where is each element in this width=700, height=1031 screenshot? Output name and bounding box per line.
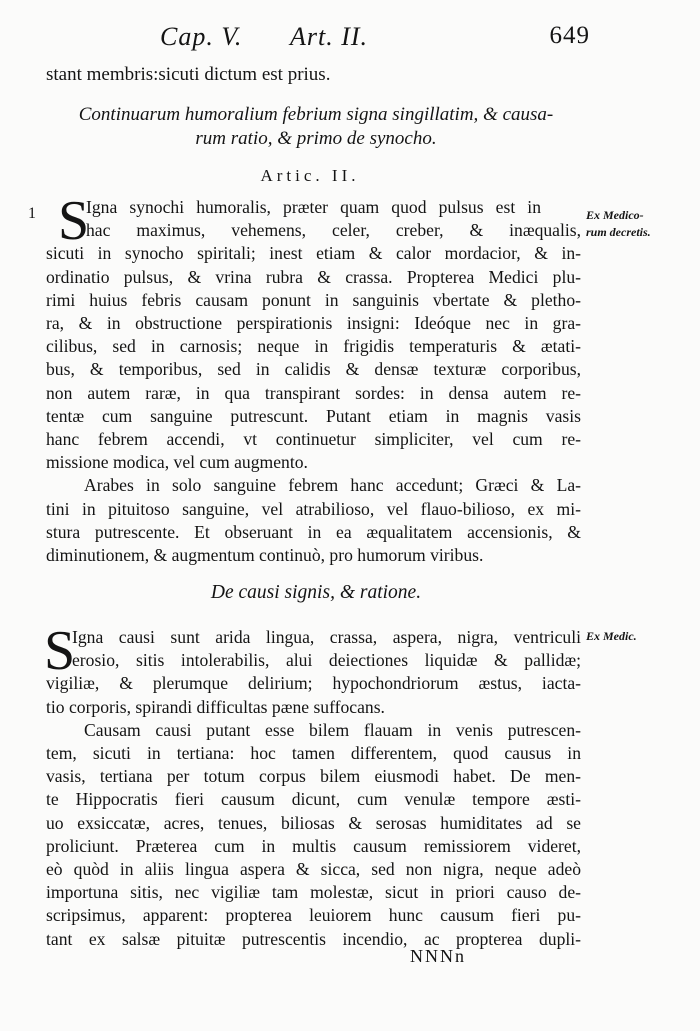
running-header	[160, 22, 590, 62]
text-line: uo exsiccatæ, acres, tenues, biliosas & serosas humiditates ad se	[46, 812, 581, 833]
text-line: bus, & temporibus, sed in calidis & densæ texturæ corporibus,	[46, 359, 581, 380]
paragraph-2	[44, 620, 581, 951]
subheading: De causi signis, & ratione.	[210, 582, 422, 603]
drop-cap: S	[58, 190, 90, 252]
signature-mark: NNNn	[410, 946, 466, 966]
chapter-label: Cap. V.	[160, 22, 243, 51]
paragraph-number: 1	[28, 205, 36, 222]
text-line: tini in pituitoso sanguine, vel atrabilioso, vel flauo-bilioso, ex mi-	[46, 498, 581, 519]
article-heading: Artic. II.	[260, 166, 360, 185]
text-line: sicuti in synocho spiritali; inest etiam & calor mordacior, & in-	[46, 243, 581, 264]
text-line: diminutionem, & augmentum continuò, pro humorum viribus.	[46, 545, 484, 566]
text-line: tentæ cum sanguine putrescunt. Putant etiam in magnis vasis	[46, 405, 581, 426]
paragraph-1	[46, 190, 581, 567]
marginal-note-line: Ex Medico-	[586, 208, 644, 222]
text-line: ra, & in obstructione perspirationis insigni: Ideóque nec in gra-	[46, 313, 581, 334]
text-line: hanc febrem accendi, vt continuetur simpliciter, vel cum re-	[46, 429, 581, 450]
section-title-line: rum ratio, & primo de synocho.	[195, 128, 437, 149]
text-line: vigiliæ, & plerumque delirium; hypochondriorum æstus, iacta-	[46, 673, 581, 694]
text-line: proliciunt. Præterea cum in multis causum remissiorem videret,	[46, 835, 581, 856]
marginal-note	[586, 207, 651, 241]
section-title	[46, 103, 586, 151]
article-label: Art. II.	[290, 22, 369, 51]
text-line: non autem raræ, in qua transpirant sordes: in densa autem re-	[46, 382, 581, 403]
text-line: tio corporis, spirandi difficultas pæne suffocans.	[46, 696, 385, 717]
text-line: rimi huius febris causam ponunt in sanguinis vbertate & pletho-	[46, 289, 581, 310]
text-line: cilibus, sed in carnosis; neque in frigidis temperaturis & ætati-	[46, 336, 581, 357]
text-line: te Hippocratis fieri causum dicunt, cum venulæ tempore æsti-	[46, 789, 581, 810]
text-line: erosio, sitis intolerabilis, alui deiectiones liquidæ & pallidæ;	[72, 650, 581, 671]
text-line: Causam causi putant esse bilem flauam in venis putrescen-	[84, 719, 581, 740]
opening-line: stant membris:sicuti dictum est prius.	[46, 64, 331, 85]
text-line: tant ex salsæ pituitæ putrescentis incendio, ac propterea dupli-	[46, 928, 581, 949]
marginal-note-line: rum decretis.	[586, 225, 651, 239]
text-line: hac maximus, vehemens, celer, creber, & inæqualis,	[86, 220, 581, 241]
text-line: Igna causi sunt arida lingua, crassa, aspera, nigra, ventriculi	[72, 627, 581, 647]
drop-cap: S	[44, 620, 76, 682]
marginal-note: Ex Medic.	[586, 629, 637, 643]
section-title-line: Continuarum humoralium febrium signa singillatim, & causa-	[78, 104, 554, 125]
text-line: vasis, tertiana per totum corpus bilem eiusmodi habet. De men-	[46, 766, 581, 787]
page-number: 649	[549, 22, 590, 49]
text-line: tem, sicuti in tertiana: hoc tamen differentem, quod causus in	[46, 743, 581, 764]
text-line: missione modica, vel cum augmento.	[46, 452, 308, 473]
text-line: eò quòd in aliis lingua aspera & sicca, sed non nigra, neque adeò	[46, 859, 581, 880]
text-line: Arabes in solo sanguine febrem hanc accedunt; Græci & La-	[84, 475, 581, 496]
text-line: scripsimus, apparent: propterea leuiorem hunc causum fieri pu-	[46, 905, 581, 926]
text-line: Igna synochi humoralis, præter quam quod pulsus est in	[86, 197, 541, 217]
text-line: importuna sitis, nec vigiliæ tam molestæ, sicut in priori causo de-	[46, 882, 581, 903]
text-line: stura putrescente. Et obseruant in ea æqualitatem accensionis, &	[46, 521, 581, 542]
text-line: ordinatio pulsus, & vrina rubra & crassa. Propterea Medici plu-	[46, 266, 581, 287]
